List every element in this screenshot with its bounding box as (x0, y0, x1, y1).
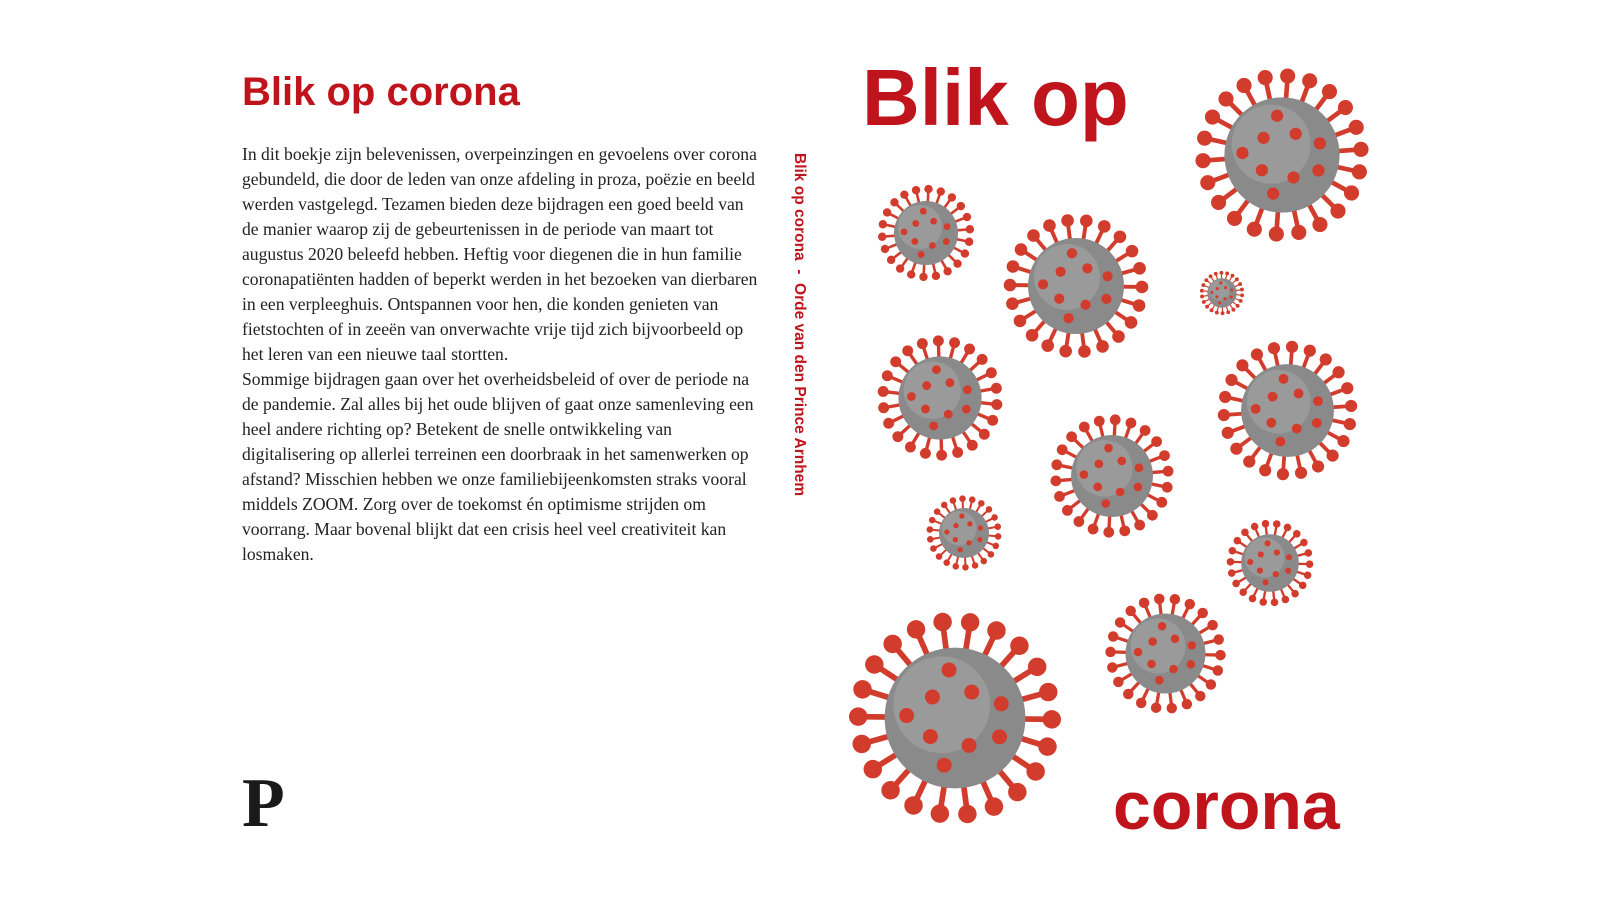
back-cover-title: Blik op corona (242, 70, 520, 114)
virus-particle (1199, 270, 1245, 316)
virus-particle (1001, 211, 1151, 361)
publisher-logo-letter: P (242, 770, 285, 832)
publisher-logo (240, 770, 316, 832)
back-cover-blurb (242, 142, 762, 567)
front-cover-title-bottom: corona (1113, 768, 1340, 844)
blurb-paragraph: In dit boekje zijn belevenissen, overpeinzingen en gevoelens over corona gebundeld, die door de leden van onze afdeling in proza, poëzie en beeld werden vastgelegd. Tezamen bieden deze bijdragen een goed beeld van de manier waarop zij de gebeurtenissen in de periode van maart tot augustus 2020 beleefd hebben. Heftig voor diegenen die in hun familie coronapatiënten hadden of beperkt werden in het bezoeken van dierbaren in een verpleeghuis. Ontspannen voor hen, die konden genieten van fietstochten of in zeeën van onverwachte vrije tijd zich bijvoorbeeld op het leren van een nieuwe taal stortten. (242, 144, 758, 364)
virus-particle (1192, 65, 1372, 245)
virus-particle (1048, 412, 1176, 540)
virus-particle (1225, 518, 1315, 608)
virus-particle (1103, 591, 1228, 716)
virus-particle (1215, 338, 1360, 483)
front-cover-title-top: Blik op (862, 53, 1129, 142)
virus-particle (925, 494, 1003, 572)
virus-particle (845, 608, 1065, 828)
virus-particle (875, 333, 1005, 463)
spine-text: Blik op corona - Orde van den Prince Arnhem (791, 153, 808, 497)
blurb-paragraph: Sommige bijdragen gaan over het overheidsbeleid of over de periode na de pandemie. Zal alles bij het oude blijven of gaat onze samenleving een heel andere richting op? Betekent de snelle ontwikkeling van digitalisering op allerlei terreinen een doorbraak in het samenwerken op afstand? Misschien hebben we onze familiebijeenkomsten straks vooral middels ZOOM. Zorg over de toekomst én optimisme strijden om voorrang. Maar bovenal blijkt dat een crisis heel veel creativiteit kan losmaken. (242, 369, 754, 564)
virus-particle (876, 183, 976, 283)
